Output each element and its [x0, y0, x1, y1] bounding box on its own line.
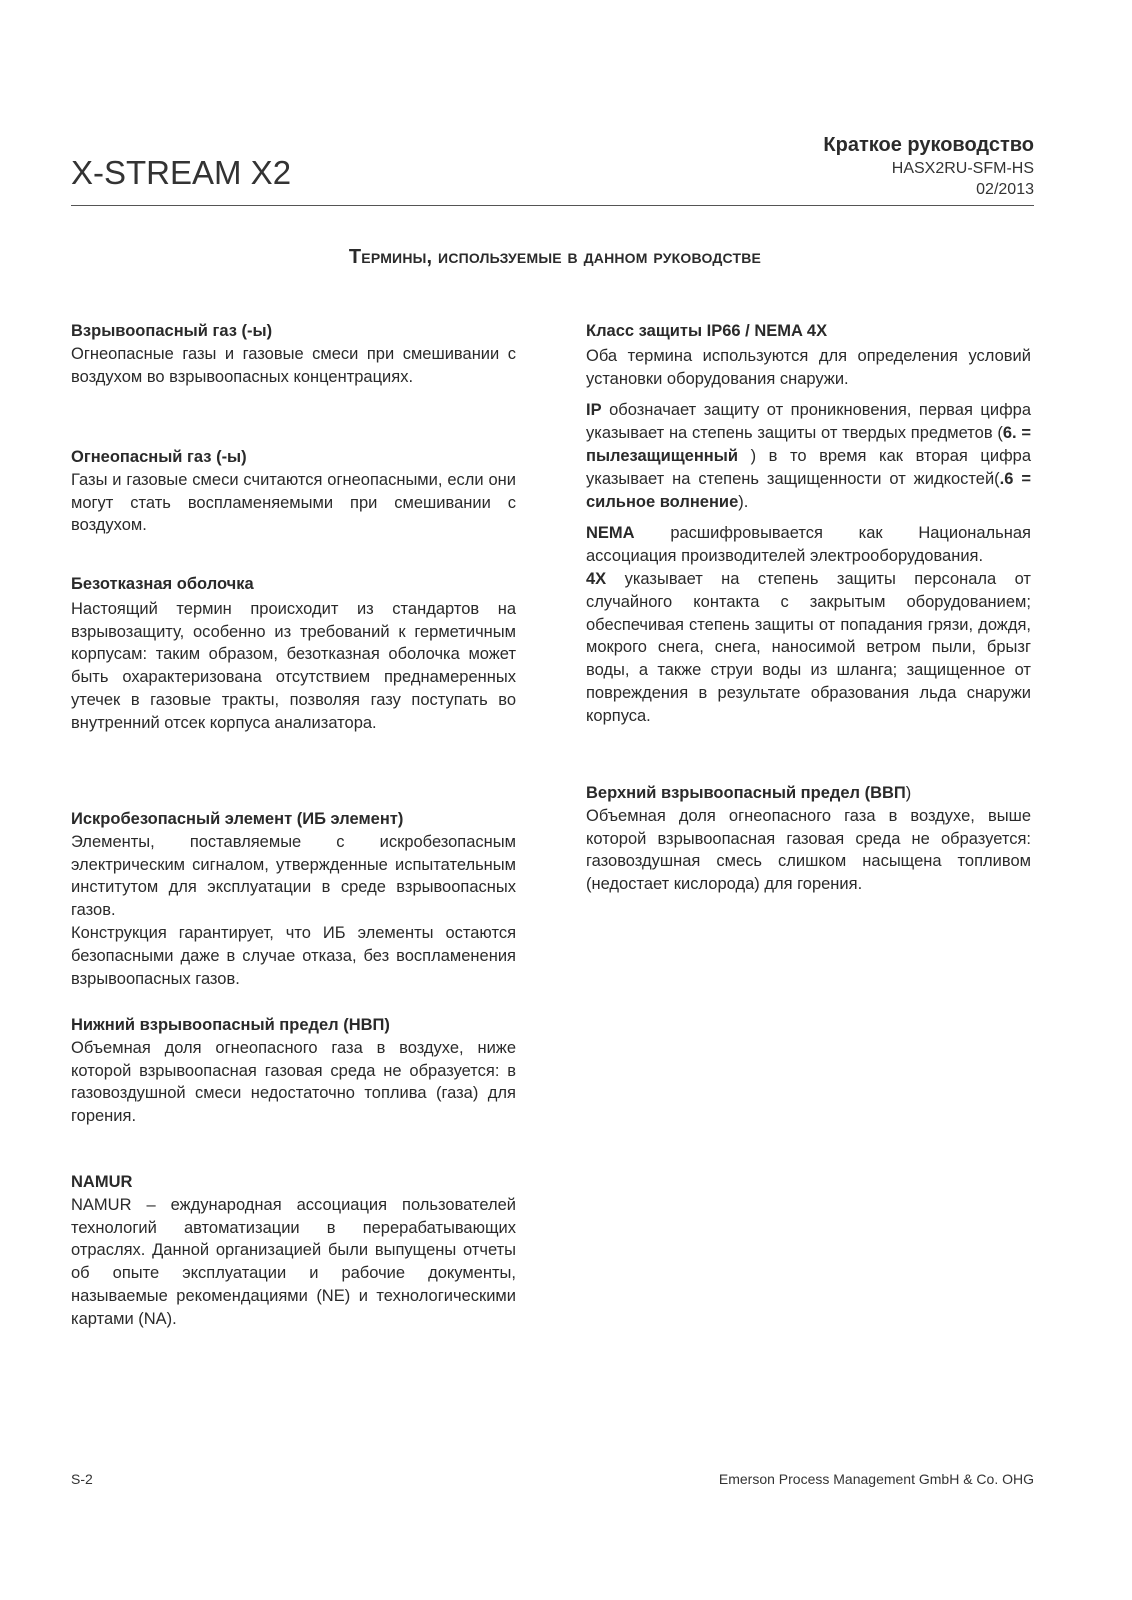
term-title: Искробезопасный элемент (ИБ элемент) — [71, 810, 404, 828]
term-definition — [71, 1194, 516, 1331]
term-title: Класс защиты IP66 / NEMA 4X — [586, 322, 828, 340]
page-number: S-2 — [71, 1471, 93, 1487]
term-title: Безотказная оболочка — [71, 575, 254, 593]
ip-text: обозначает защиту от проникновения, первая цифра указывает на степень защиты от твердых предметов ( — [586, 401, 1031, 443]
product-title: X-STREAM X2 — [71, 154, 292, 191]
nema-paragraph — [586, 522, 1031, 727]
guide-type: Краткое руководство — [823, 134, 1034, 156]
ip-paragraph — [586, 399, 1031, 513]
term-uel — [586, 782, 1031, 896]
section-title: Термины, используемые в данном руководстве — [348, 246, 762, 268]
company-name: Emerson Process Management GmbH & Co. OHG — [718, 1471, 1034, 1487]
term-title: Нижний взрывоопасный предел (НВП) — [71, 1016, 390, 1034]
term-namur — [71, 1171, 516, 1331]
ip-dust-rating: 6. = пылезащищенный — [586, 424, 1031, 465]
header-divider — [71, 205, 1034, 206]
term-text: NAMUR – еждународная ассоциация пользователей технологий автоматизации в перерабатывающих отраслях. Данной организацией были выпущены отчеты об опыте эксплуатации и рабочие документы, называемые рекомендациями (NE) и технологическими картами (NA). — [71, 1195, 516, 1328]
term-definition — [586, 805, 1031, 896]
term-lel — [71, 1014, 516, 1171]
term-text: Огнеопасные газы и газовые смеси при смешивании с воздухом во взрывоопасных концентрациях. — [71, 344, 516, 386]
ip-label: IP — [586, 401, 602, 420]
nema-4x-text: указывает на степень защиты персонала от случайного контакта с закрытым оборудованием; обеспечивая степень защиты от попадания грязи, дождя, мокрого снега, снега, наносимой ветром пыли, брызг воды, а также струи воды из шланга; защищенное от повреждения в результате образования льда снаружи корпуса. — [586, 569, 1031, 725]
term-definition — [71, 831, 516, 991]
term-title-bold: Верхний взрывоопасный предел (ВВП — [586, 784, 906, 802]
right-column — [586, 320, 1031, 896]
term-text: Настоящий термин происходит из стандартов на взрывозащиту, особенно из требований к герметичным корпусам: таким образом, безотказная оболочка может быть охарактеризована отсутствием преднамеренных утечек в газовые тракты, позволяя газу поступать во внутренний отсек корпуса анализатора. — [71, 599, 516, 732]
term-text: Объемная доля огнеопасного газа в воздухе, выше которой взрывоопасная газовая среда не образуется: газовоздушная смесь слишком насыщена топливом (недостает кислорода) для горения. — [586, 806, 1031, 894]
term-text: Оба термина используются для определения условий установки оборудования снаружи. — [586, 346, 1031, 388]
term-text: Конструкция гарантирует, что ИБ элементы остаются безопасными даже в случае отказа, без воспламенения взрывоопасных газов. — [71, 923, 516, 988]
term-flammable-gas — [71, 320, 516, 446]
term-title — [586, 782, 1031, 805]
term-title: NAMUR — [71, 1173, 133, 1191]
document-info — [823, 132, 1034, 200]
term-text: Объемная доля огнеопасного газа в воздухе, ниже которой взрывоопасная газовая среда не образуется: в газовоздушной смеси недостаточно топлива (газа) для горения. — [71, 1038, 516, 1126]
left-column — [71, 320, 516, 1331]
term-combustible-gas — [71, 446, 516, 573]
term-title: Взрывоопасный газ (-ы) — [71, 322, 273, 340]
term-is-element — [71, 808, 516, 1014]
term-definition — [71, 469, 516, 537]
term-text: Элементы, поставляемые с искробезопасным электрическим сигналом, утвержденные испытательным институтом для эксплуатации в среде взрывоопасных газов. — [71, 832, 516, 920]
term-definition — [586, 345, 1031, 728]
term-definition — [71, 343, 516, 389]
term-definition — [71, 598, 516, 735]
ip-water-rating: .6 = сильное волнение — [586, 469, 1032, 511]
term-definition — [71, 1037, 516, 1128]
nema-4x-label: 4X — [586, 569, 607, 588]
document-id: HASX2RU-SFM-HS — [891, 160, 1034, 177]
ip-text: ). — [738, 492, 749, 511]
term-infallible-enclosure — [71, 573, 516, 808]
term-ip66-nema4x — [586, 320, 1031, 782]
ip-text: ) в то время как вторая цифра указывает на степень защищенности от жидкостей( — [586, 446, 1031, 488]
nema-text: расшифровывается как Национальная ассоциация производителей электрооборудования. — [586, 524, 1031, 566]
term-text: Газы и газовые смеси считаются огнеопасными, если они могут стать воспламеняемыми при смешивании с воздухом. — [71, 470, 516, 535]
document-date: 02/2013 — [976, 181, 1034, 198]
term-title-paren: ) — [905, 784, 912, 802]
term-title: Огнеопасный газ (-ы) — [71, 448, 247, 466]
nema-label: NEMA — [586, 524, 635, 543]
